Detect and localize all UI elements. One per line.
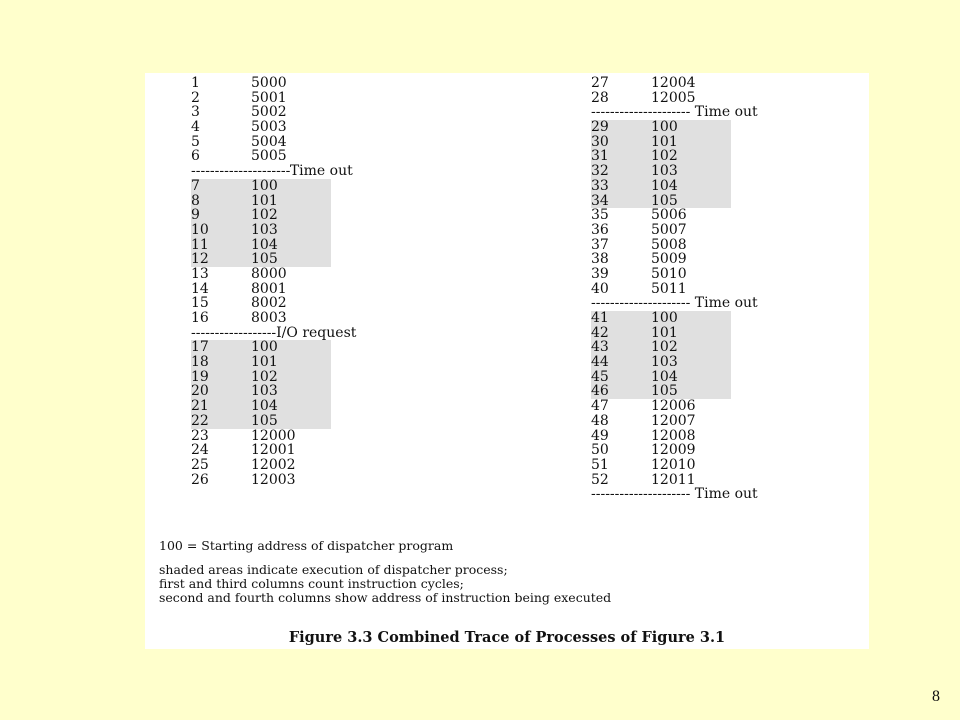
instruction-address: 8001 bbox=[251, 280, 287, 297]
instruction-address: 104 bbox=[651, 368, 678, 385]
trace-row bbox=[591, 267, 758, 282]
instruction-address: 105 bbox=[651, 192, 678, 209]
cycle-number: 52 bbox=[591, 471, 609, 488]
cycle-number: 51 bbox=[591, 456, 609, 473]
legend-note: shaded areas indicate execution of dispatcher process; bbox=[159, 562, 508, 577]
cycle-number: 28 bbox=[591, 89, 609, 106]
instruction-address: 102 bbox=[251, 368, 278, 385]
trace-row bbox=[191, 473, 356, 488]
instruction-address: 5010 bbox=[651, 265, 687, 282]
instruction-address: 12000 bbox=[251, 427, 296, 444]
trace-figure bbox=[145, 73, 869, 649]
cycle-number: 50 bbox=[591, 442, 609, 459]
dispatcher-trace-row bbox=[191, 238, 331, 253]
separator-line: ------------------I/O request bbox=[191, 324, 357, 341]
cycle-number: 36 bbox=[591, 221, 609, 238]
instruction-address: 101 bbox=[651, 324, 678, 341]
instruction-address: 12006 bbox=[651, 398, 696, 415]
instruction-address: 12011 bbox=[651, 471, 696, 488]
cycle-number: 31 bbox=[591, 148, 609, 165]
instruction-address: 101 bbox=[651, 133, 678, 150]
cycle-number: 40 bbox=[591, 280, 609, 297]
cycle-number: 3 bbox=[191, 104, 200, 121]
instruction-address: 5006 bbox=[651, 207, 687, 224]
trace-row bbox=[191, 311, 356, 326]
dispatcher-trace-row bbox=[591, 194, 731, 209]
cycle-number: 41 bbox=[591, 310, 609, 326]
trace-row bbox=[191, 296, 356, 311]
instruction-address: 5005 bbox=[251, 148, 287, 165]
cycle-number: 26 bbox=[191, 471, 209, 488]
cycle-number: 4 bbox=[191, 119, 200, 136]
instruction-address: 12004 bbox=[651, 75, 696, 91]
trace-row bbox=[591, 414, 758, 429]
cycle-number: 46 bbox=[591, 383, 609, 400]
instruction-address: 100 bbox=[251, 177, 278, 194]
instruction-address: 5000 bbox=[251, 75, 287, 91]
trace-row bbox=[591, 223, 758, 238]
instruction-address: 103 bbox=[651, 163, 678, 180]
trace-row bbox=[191, 443, 356, 458]
dispatcher-trace-row bbox=[191, 384, 331, 399]
cycle-number: 35 bbox=[591, 207, 609, 224]
instruction-address: 5003 bbox=[251, 119, 287, 136]
cycle-number: 22 bbox=[191, 412, 209, 429]
trace-row bbox=[191, 149, 356, 164]
instruction-address: 105 bbox=[651, 383, 678, 400]
cycle-number: 38 bbox=[591, 251, 609, 268]
cycle-number: 27 bbox=[591, 75, 609, 91]
cycle-number: 20 bbox=[191, 383, 209, 400]
instruction-address: 8002 bbox=[251, 295, 287, 312]
dispatcher-trace-row bbox=[591, 120, 731, 135]
cycle-number: 17 bbox=[191, 339, 209, 356]
trace-row bbox=[191, 458, 356, 473]
cycle-number: 15 bbox=[191, 295, 209, 312]
trace-row bbox=[591, 282, 758, 297]
instruction-address: 5008 bbox=[651, 236, 687, 253]
trace-row bbox=[191, 267, 356, 282]
instruction-address: 100 bbox=[651, 119, 678, 136]
trace-row bbox=[591, 473, 758, 488]
trace-row bbox=[191, 76, 356, 91]
instruction-address: 5004 bbox=[251, 133, 287, 150]
separator-line: ---------------------Time out bbox=[191, 163, 353, 180]
cycle-number: 32 bbox=[591, 163, 609, 180]
dispatcher-trace-row bbox=[191, 252, 331, 267]
dispatcher-trace-row bbox=[191, 223, 331, 238]
instruction-address: 12001 bbox=[251, 442, 296, 459]
dispatcher-trace-row bbox=[191, 194, 331, 209]
instruction-address: 104 bbox=[651, 177, 678, 194]
cycle-number: 44 bbox=[591, 354, 609, 371]
trace-row bbox=[191, 91, 356, 106]
instruction-address: 103 bbox=[251, 221, 278, 238]
dispatcher-trace-row bbox=[191, 179, 331, 194]
cycle-number: 7 bbox=[191, 177, 200, 194]
trace-row bbox=[591, 252, 758, 267]
dispatcher-trace-row bbox=[591, 340, 731, 355]
trace-left-column bbox=[191, 76, 356, 487]
cycle-number: 18 bbox=[191, 354, 209, 371]
dispatcher-trace-row bbox=[191, 355, 331, 370]
instruction-address: 100 bbox=[251, 339, 278, 356]
instruction-address: 12002 bbox=[251, 456, 296, 473]
instruction-address: 12005 bbox=[651, 89, 696, 106]
cycle-number: 43 bbox=[591, 339, 609, 356]
cycle-number: 42 bbox=[591, 324, 609, 341]
trace-row bbox=[191, 135, 356, 150]
instruction-address: 102 bbox=[251, 207, 278, 224]
cycle-number: 9 bbox=[191, 207, 200, 224]
trace-row bbox=[591, 399, 758, 414]
separator-line: --------------------- Time out bbox=[591, 486, 758, 503]
cycle-number: 16 bbox=[191, 310, 209, 326]
dispatcher-trace-row bbox=[191, 370, 331, 385]
cycle-number: 47 bbox=[591, 398, 609, 415]
dispatcher-trace-row bbox=[191, 340, 331, 355]
trace-row bbox=[591, 443, 758, 458]
instruction-address: 105 bbox=[251, 412, 278, 429]
cycle-number: 49 bbox=[591, 427, 609, 444]
instruction-address: 5011 bbox=[651, 280, 687, 297]
dispatcher-trace-row bbox=[191, 399, 331, 414]
instruction-address: 12003 bbox=[251, 471, 296, 488]
instruction-address: 12009 bbox=[651, 442, 696, 459]
instruction-address: 12007 bbox=[651, 412, 696, 429]
instruction-address: 5001 bbox=[251, 89, 287, 106]
instruction-address: 104 bbox=[251, 236, 278, 253]
trace-row bbox=[591, 429, 758, 444]
instruction-address: 102 bbox=[651, 339, 678, 356]
trace-row bbox=[591, 76, 758, 91]
cycle-number: 14 bbox=[191, 280, 209, 297]
cycle-number: 5 bbox=[191, 133, 200, 150]
cycle-number: 33 bbox=[591, 177, 609, 194]
dispatcher-trace-row bbox=[191, 208, 331, 223]
instruction-address: 100 bbox=[651, 310, 678, 326]
cycle-number: 19 bbox=[191, 368, 209, 385]
dispatcher-trace-row bbox=[591, 384, 731, 399]
cycle-number: 12 bbox=[191, 251, 209, 268]
trace-right-column bbox=[591, 76, 758, 502]
dispatcher-trace-row bbox=[591, 370, 731, 385]
dispatcher-trace-row bbox=[591, 326, 731, 341]
cycle-number: 11 bbox=[191, 236, 209, 253]
instruction-address: 12008 bbox=[651, 427, 696, 444]
instruction-address: 105 bbox=[251, 251, 278, 268]
instruction-address: 8000 bbox=[251, 265, 287, 282]
legend-note: second and fourth columns show address of instruction being executed bbox=[159, 590, 612, 605]
trace-row bbox=[591, 238, 758, 253]
instruction-address: 8003 bbox=[251, 310, 287, 326]
trace-row bbox=[191, 429, 356, 444]
figure-legend bbox=[159, 539, 611, 605]
trace-row bbox=[191, 120, 356, 135]
separator-line: --------------------- Time out bbox=[591, 104, 758, 121]
cycle-number: 34 bbox=[591, 192, 609, 209]
dispatcher-trace-row bbox=[591, 179, 731, 194]
instruction-address: 5007 bbox=[651, 221, 687, 238]
dispatcher-trace-row bbox=[191, 414, 331, 429]
cycle-number: 24 bbox=[191, 442, 209, 459]
cycle-number: 10 bbox=[191, 221, 209, 238]
dispatcher-trace-row bbox=[591, 149, 731, 164]
cycle-number: 1 bbox=[191, 75, 200, 91]
instruction-address: 5009 bbox=[651, 251, 687, 268]
cycle-number: 2 bbox=[191, 89, 200, 106]
figure-caption: Figure 3.3 Combined Trace of Processes of Figure 3.1 bbox=[288, 629, 726, 646]
dispatcher-trace-row bbox=[591, 164, 731, 179]
cycle-number: 6 bbox=[191, 148, 200, 165]
dispatcher-note: 100 = Starting address of dispatcher program bbox=[159, 538, 454, 553]
instruction-address: 101 bbox=[251, 192, 278, 209]
instruction-address: 102 bbox=[651, 148, 678, 165]
cycle-number: 8 bbox=[191, 192, 200, 209]
cycle-number: 25 bbox=[191, 456, 209, 473]
trace-row bbox=[591, 91, 758, 106]
separator-line: --------------------- Time out bbox=[591, 295, 758, 312]
instruction-address: 103 bbox=[651, 354, 678, 371]
trace-row bbox=[191, 105, 356, 120]
dispatcher-trace-row bbox=[591, 355, 731, 370]
instruction-address: 5002 bbox=[251, 104, 287, 121]
trace-row bbox=[591, 208, 758, 223]
slide-number: 8 bbox=[932, 688, 940, 705]
dispatcher-trace-row bbox=[591, 311, 731, 326]
instruction-address: 101 bbox=[251, 354, 278, 371]
instruction-address: 104 bbox=[251, 398, 278, 415]
trace-row bbox=[191, 282, 356, 297]
instruction-address: 12010 bbox=[651, 456, 696, 473]
cycle-number: 21 bbox=[191, 398, 209, 415]
cycle-number: 48 bbox=[591, 412, 609, 429]
cycle-number: 30 bbox=[591, 133, 609, 150]
cycle-number: 39 bbox=[591, 265, 609, 282]
cycle-number: 13 bbox=[191, 265, 209, 282]
cycle-number: 23 bbox=[191, 427, 209, 444]
cycle-number: 37 bbox=[591, 236, 609, 253]
dispatcher-trace-row bbox=[591, 135, 731, 150]
cycle-number: 45 bbox=[591, 368, 609, 385]
cycle-number: 29 bbox=[591, 119, 609, 136]
trace-row bbox=[591, 458, 758, 473]
instruction-address: 103 bbox=[251, 383, 278, 400]
legend-note: first and third columns count instruction cycles; bbox=[159, 576, 464, 591]
